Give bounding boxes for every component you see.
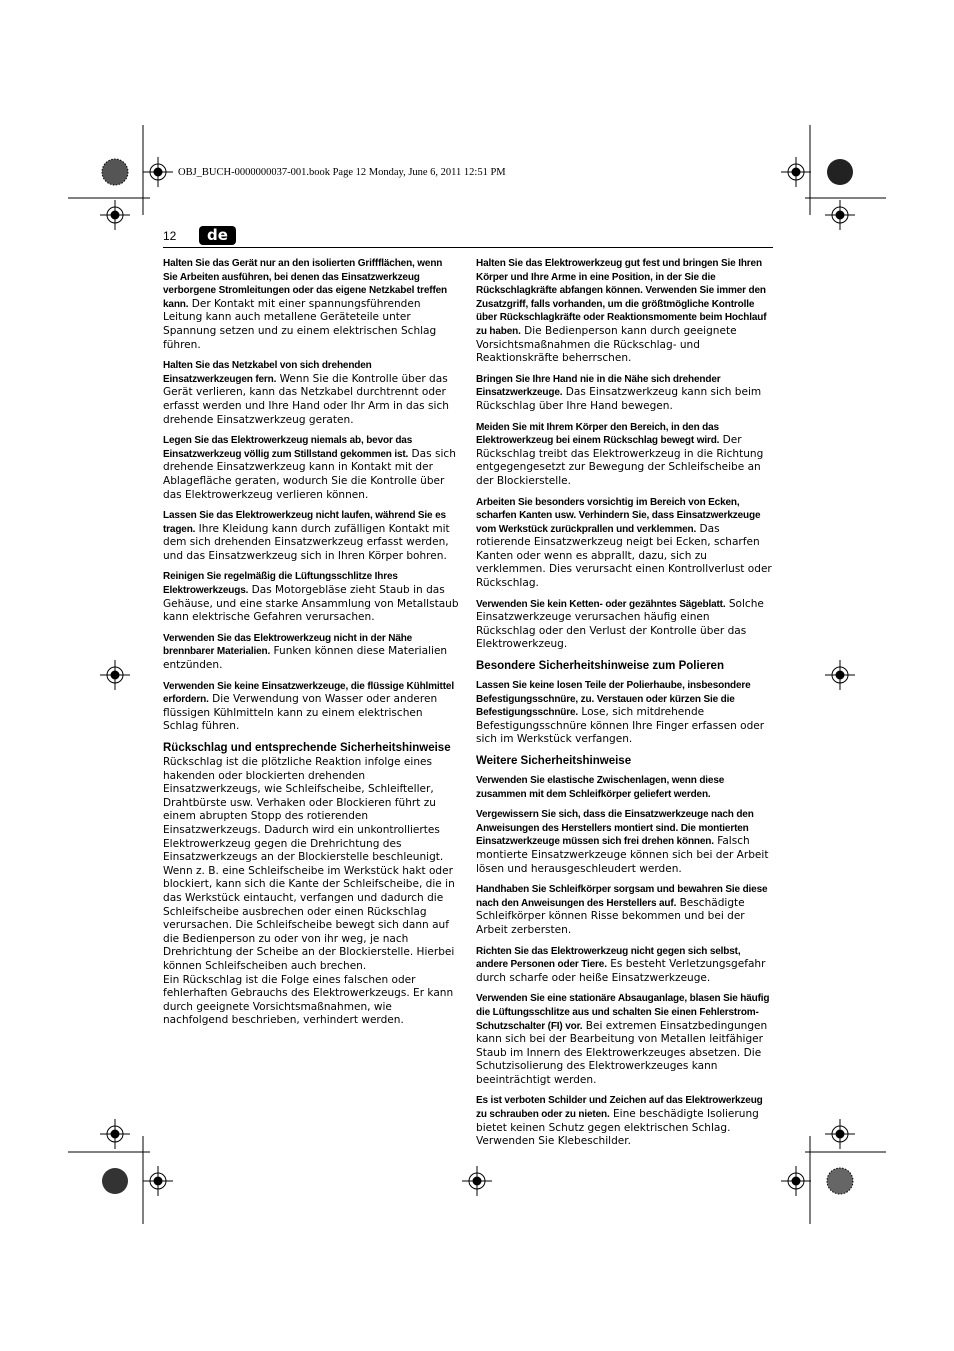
further-paragraph: Richten Sie das Elektrowerkzeug nicht gegen sich selbst, andere Personen oder Tiere. Es besteht Verletzungsgefahr durch scharfe oder heiße Einsatzwerkzeuge. bbox=[476, 945, 766, 984]
language-badge: de bbox=[199, 226, 236, 245]
polishing-heading: Besondere Sicherheitshinweise zum Polieren bbox=[476, 660, 724, 673]
further-paragraph: Es ist verboten Schilder und Zeichen auf das Elektrowerkzeug zu schrauben oder zu nieten. Eine beschädigte Isolierung bietet keinen Schutz gegen elektrischen Schlag. Verwenden Sie Klebeschilder. bbox=[476, 1095, 763, 1148]
safety-paragraph: Halten Sie das Gerät nur an den isolierten Griffflächen, wenn Sie Arbeiten ausführen, bei denen das Einsatzwerkzeug verborgene Stromleitungen oder das eigene Netzkabel treffen kann. Der Kontakt mit einer spannungsführenden Leitung kann auch metallene Geräteteile unter Spannung setzen und zu einem elektrischen Schlag führen. bbox=[163, 258, 447, 351]
further-paragraph: Verwenden Sie eine stationäre Absauganlage, blasen Sie häufig die Lüftungsschlitze aus und schalten Sie einen Fehlerstrom-Schutzschalter (FI) vor. Bei extremen Einsatzbedingungen kann sich bei der Bearbeitung von Metallen leitfähiger Staub im Innern des Elektrowerkzeuges absetzen. Die Schutzisolierung des Elektrowerkzeuges kann beeinträchtigt werden. bbox=[476, 993, 770, 1086]
polishing-paragraph: Lassen Sie keine losen Teile der Polierhaube, insbesondere Befestigungsschnüre, zu. Verstauen oder kürzen Sie die Befestigungsschnüre. Lose, sich mitdrehende Befestigungsschnüre können Ihre Finger erfassen oder sich im Werkstück verfangen. bbox=[476, 680, 765, 746]
safety-paragraph: Halten Sie das Netzkabel von sich drehenden Einsatzwerkzeugen fern. Wenn Sie die Kontrolle über das Gerät verlieren, kann das Netzkabel durchtrennt oder erfasst werden und Ihre Hand oder Ihr Arm in das sich drehende Einsatzwerkzeug geraten. bbox=[163, 360, 449, 426]
left-column bbox=[163, 257, 459, 1028]
safety-paragraph: Legen Sie das Elektrowerkzeug niemals ab, bevor das Einsatzwerkzeug völlig zum Stillstand gekommen ist. Das sich drehende Einsatzwerkzeug kann in Kontakt mit der Ablagefläche geraten, wodurch Sie die Kontrolle über das Elektrowerkzeug verlieren können. bbox=[163, 435, 456, 501]
page-number: 12 bbox=[163, 229, 177, 243]
safety-paragraph: Arbeiten Sie besonders vorsichtig im Bereich von Ecken, scharfen Kanten usw. Verhindern Sie, dass Einsatzwerkzeuge vom Werkstück zurückprallen und verklemmen. Das rotierende Einsatzwerkzeug neigt bei Ecken, scharfen Kanten oder wenn es abprallt, dazu, sich zu verklemmen. Dies verursacht einen Kontrollverlust oder Rückschlag. bbox=[476, 496, 772, 590]
further-paragraph: Handhaben Sie Schleifkörper sorgsam und bewahren Sie diese nach den Anweisungen des Herstellers auf. Beschädigte Schleifkörper können Risse bekommen und bei der Arbeit zerbersten. bbox=[476, 884, 768, 936]
further-paragraph: Vergewissern Sie sich, dass die Einsatzwerkzeuge nach den Anweisungen des Herstellers montiert sind. Die montierten Einsatzwerkzeuge müssen sich frei drehen können. Falsch montierte Einsatzwerkzeuge können sich bei der Arbeit lösen und herausgeschleudert werden. bbox=[476, 809, 769, 875]
safety-paragraph: Halten Sie das Elektrowerkzeug gut fest und bringen Sie Ihren Körper und Ihre Arme in eine Position, in der Sie die Rückschlagkräfte abfangen können. Verwenden Sie immer den Zusatzgriff, falls vorhanden, um die größtmögliche Kontrolle über Rückschlagkräfte oder Reaktionsmomente beim Hochlauf zu haben. Die Bedienperson kann durch geeignete Vorsichtsmaßnahmen die Rückschlag- und Reaktionskräfte beherrschen. bbox=[476, 258, 767, 365]
kickback-paragraph: Rückschlag ist die plötzliche Reaktion infolge eines hakenden oder blockierten drehenden Einsatzwerkzeugs, wie Schleifscheibe, Schleifteller, Drahtbürste usw. Verhaken oder Blockieren führt zu einem abrupten Stopp des rotierenden Einsatzwerkzeugs. Dadurch wird ein unkontrolliertes Elektrowerkzeug gegen die Drehrichtung des Einsatzwerkzeugs an der Blockierstelle beschleunigt. bbox=[163, 756, 444, 864]
kickback-heading: Rückschlag und entsprechende Sicherheitshinweise bbox=[163, 742, 451, 754]
file-info-header: OBJ_BUCH-0000000037-001.book Page 12 Monday, June 6, 2011 12:51 PM bbox=[178, 167, 506, 178]
safety-paragraph: Meiden Sie mit Ihrem Körper den Bereich, in den das Elektrowerkzeug bei einem Rückschlag bewegt wird. Der Rückschlag treibt das Elektrowerkzeug in die Richtung entgegengesetzt zur Bewegung der Schleifscheibe an der Blockierstelle. bbox=[476, 421, 764, 487]
further-paragraph: Verwenden Sie elastische Zwischenlagen, wenn diese zusammen mit dem Schleifkörper geliefert werden. bbox=[476, 775, 725, 800]
kickback-paragraph: Ein Rückschlag ist die Folge eines falschen oder fehlerhaften Gebrauchs des Elektrowerkzeugs. Er kann durch geeignete Vorsichtsmaßnahmen, wie nachfolgend beschrieben, verhindert werden. bbox=[163, 973, 454, 1027]
right-column bbox=[476, 257, 772, 1156]
safety-paragraph: Reinigen Sie regelmäßig die Lüftungsschlitze Ihres Elektrowerkzeugs. Das Motorgebläse zieht Staub in das Gehäuse, und eine starke Ansammlung von Metallstaub kann elektrische Gefahren verursachen. bbox=[163, 571, 459, 624]
kickback-paragraph: Wenn z. B. eine Schleifscheibe im Werkstück hakt oder blockiert, kann sich die Kante der Schleifscheibe, die in das Werkstück eintaucht, verfangen und dadurch die Schleifscheibe ausbrechen oder einen Rückschlag verursachen. Die Schleifscheibe bewegt sich dann auf die Bedienperson zu oder von ihr weg, je nach Drehrichtung der Scheibe an der Blockierstelle. Hierbei können Schleifscheiben auch brechen. bbox=[163, 864, 455, 972]
safety-paragraph: Verwenden Sie das Elektrowerkzeug nicht in der Nähe brennbarer Materialien. Funken können diese Materialien entzünden. bbox=[163, 632, 448, 672]
safety-paragraph: Lassen Sie das Elektrowerkzeug nicht laufen, während Sie es tragen. Ihre Kleidung kann durch zufälligen Kontakt mit dem sich drehenden Einsatzwerkzeug erfasst werden, und das Einsatzwerkzeug sich in Ihren Körper bohren. bbox=[163, 510, 450, 562]
safety-paragraph: Verwenden Sie kein Ketten- oder gezähntes Sägeblatt. Solche Einsatzwerkzeuge verursachen häufig einen Rückschlag oder den Verlust der Kontrolle über das Elektrowerkzeug. bbox=[476, 597, 764, 651]
safety-paragraph: Bringen Sie Ihre Hand nie in die Nähe sich drehender Einsatzwerkzeuge. Das Einsatzwerkzeug kann sich beim Rückschlag über Ihre Hand bewegen. bbox=[476, 373, 762, 412]
safety-paragraph: Verwenden Sie keine Einsatzwerkzeuge, die flüssige Kühlmittel erfordern. Die Verwendung von Wasser oder anderen flüssigen Kühlmitteln kann zu einem elektrischen Schlag führen. bbox=[163, 680, 454, 733]
further-heading: Weitere Sicherheitshinweise bbox=[476, 755, 632, 767]
header-rule bbox=[163, 247, 773, 248]
